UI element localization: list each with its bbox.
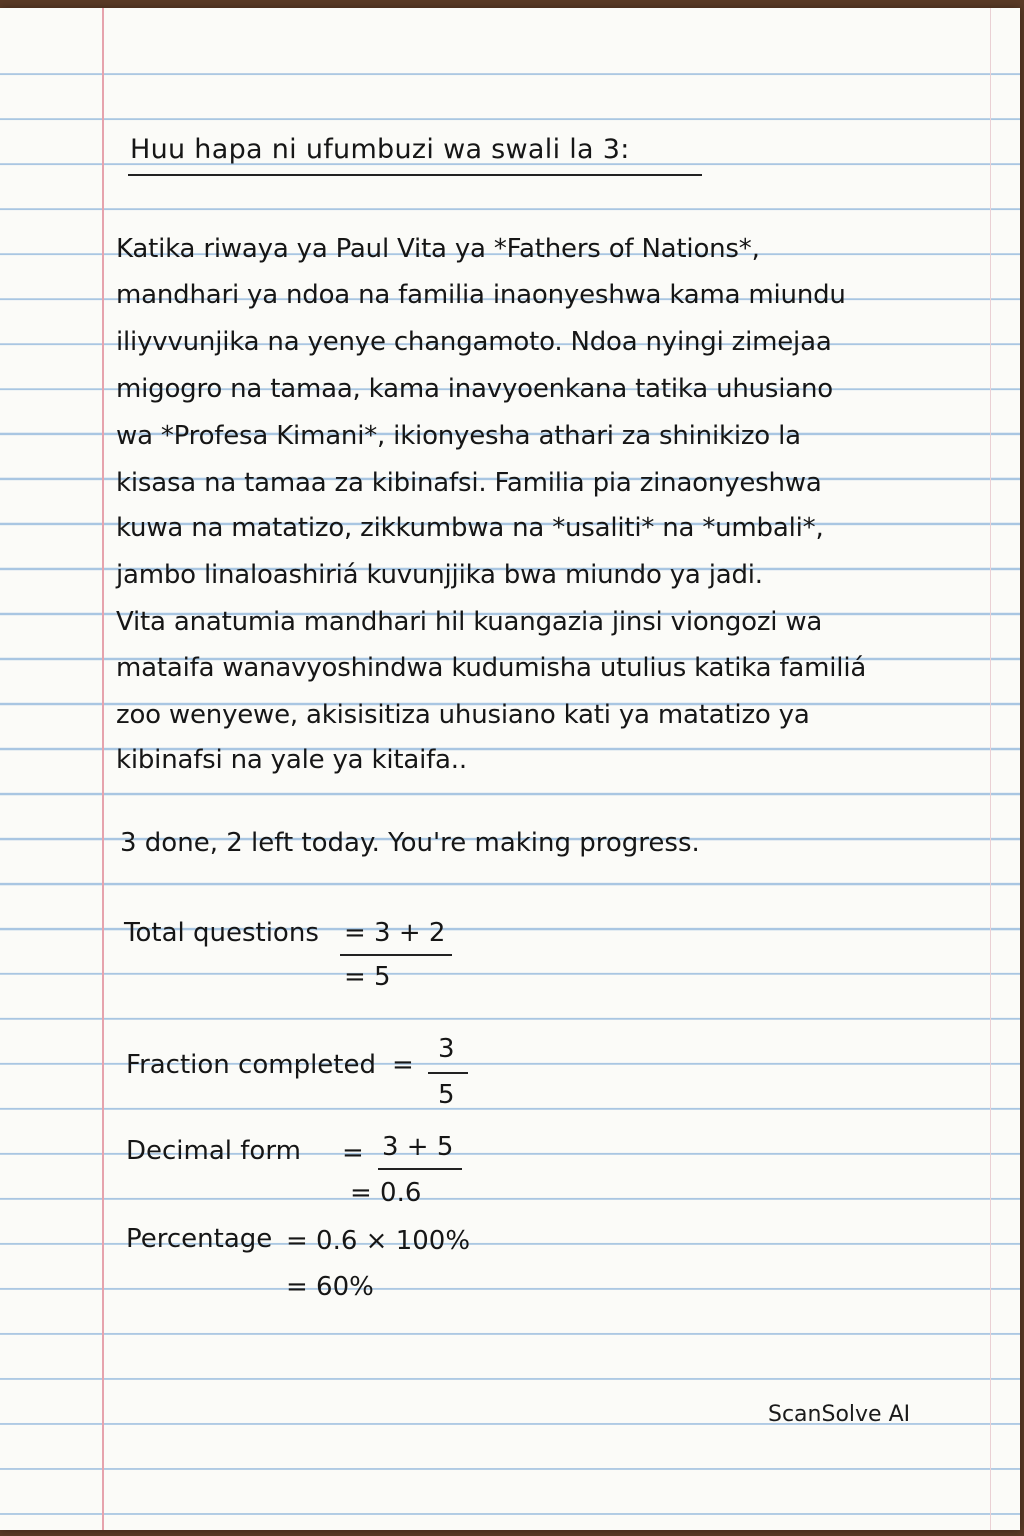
decimal-label: Decimal form (126, 1136, 301, 1166)
percentage-result: = 60% (286, 1272, 374, 1302)
heading-underline (128, 174, 702, 176)
paragraph-line: kuwa na matatizo, zikkumbwa na *usaliti* na *umbali*, (116, 513, 824, 543)
paragraph-line: mataifa wanavyoshindwa kudumisha utulius katika familiá (116, 653, 867, 683)
decimal-equals: = (342, 1138, 364, 1168)
fraction-bar (428, 1072, 468, 1074)
paragraph-line: mandhari ya ndoa na familia inaonyeshwa kama miundu (116, 280, 846, 310)
margin-line (102, 8, 104, 1530)
decimal-result: = 0.6 (350, 1178, 422, 1208)
brand-watermark: ScanSolve AI (768, 1402, 911, 1427)
paragraph-line: kibinafsi na yale ya kitaifa.. (116, 745, 467, 775)
paragraph-line: kisasa na tamaa za kibinafsi. Familia pia zinaonyeshwa (116, 468, 822, 498)
paragraph-line: zoo wenyewe, akisisitiza uhusiano kati ya matatizo ya (116, 700, 810, 730)
fraction-numerator: 3 (438, 1034, 455, 1064)
paragraph-line: Vita anatumia mandhari hil kuangazia jinsi viongozi wa (116, 607, 823, 637)
total-questions-sum: = 3 + 2 (344, 918, 446, 948)
total-questions-result: = 5 (344, 962, 391, 992)
right-margin-line (990, 8, 991, 1530)
paragraph-line: wa *Profesa Kimani*, ikionyesha athari za shinikizo la (116, 421, 801, 451)
paragraph-line: jambo linaloashiriá kuvunjjika bwa miundo ya jadi. (116, 560, 763, 590)
paragraph-line: Katika riwaya ya Paul Vita ya *Fathers of Nations*, (116, 234, 760, 264)
percentage-label: Percentage (126, 1224, 273, 1254)
notebook-page (0, 8, 1020, 1530)
fraction-denominator: 5 (438, 1080, 455, 1110)
paragraph-line: migogro na tamaa, kama inavyoenkana tatika uhusiano (116, 374, 834, 404)
total-questions-label: Total questions (124, 918, 319, 948)
decimal-expression: 3 + 5 (382, 1132, 454, 1162)
decimal-bar (378, 1168, 462, 1170)
paragraph-line: iliyvvunjika na yenye changamoto. Ndoa nyingi zimejaa (116, 327, 832, 357)
total-underline (340, 954, 452, 956)
percentage-expression: = 0.6 × 100% (286, 1226, 471, 1256)
fraction-equals: = (392, 1050, 414, 1080)
progress-note: 3 done, 2 left today. You're making progress. (120, 828, 700, 858)
page-heading: Huu hapa ni ufumbuzi wa swali la 3: (130, 134, 630, 165)
fraction-label: Fraction completed (126, 1050, 376, 1080)
